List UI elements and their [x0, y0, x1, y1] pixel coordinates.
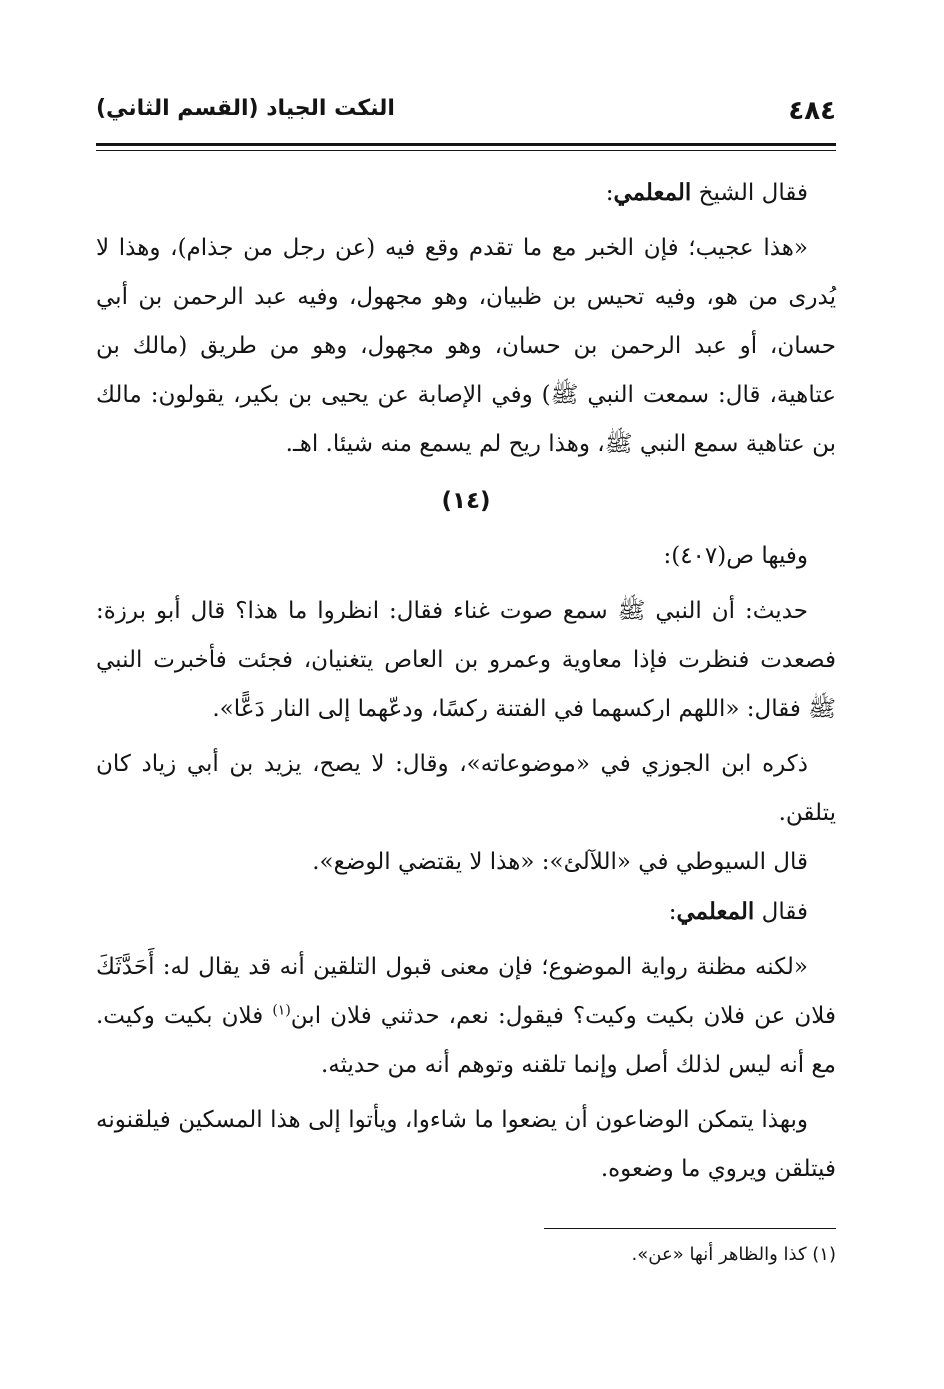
paragraph-3: وفيها ص(٤٠٧):	[663, 543, 808, 569]
paragraph-8-part1: «لكنه مظنة رواية الموضوع؛ فإن معنى قبول التلقين أنه قد يقال له: أَحَدَّثَكَ فلان عن فلان بكيت وكيت؟ فيقول: نعم، حدثني فلان ابن	[96, 954, 837, 1029]
footnote: (١) كذا والظاهر أنها «عن».	[631, 1244, 836, 1265]
footnote-rule	[544, 1228, 836, 1229]
scholar-name-2: المعلمي	[676, 898, 755, 925]
page-body	[96, 168, 836, 1194]
running-title: النكت الجياد (القسم الثاني)	[96, 96, 395, 121]
paragraph-7	[96, 887, 836, 937]
paragraph-2: «هذا عجيب؛ فإن الخبر مع ما تقدم وقع فيه (عن رجل من جذام)، وهذا لا يُدرى من هو، وفيه تحيس بن ظبيان، وهو مجهول، وفيه عبد الرحمن بن أبي حسان، أو عبد الرحمن بن حسان، وهو مجهول، وهو من طريق (مالك بن عتاهية، قال: سمعت النبي ﷺ) وفي الإصابة عن يحيى بن بكير، يقولون: مالك بن عتاهية سمع النبي ﷺ، وهذا ريح لم يسمع منه شيئا. اهـ.	[96, 235, 836, 457]
paragraph-5: ذكره ابن الجوزي في «موضوعاته»، وقال: لا يصح، يزيد بن أبي زياد كان يتلقن.	[96, 751, 836, 826]
paragraph-4: حديث: أن النبي ﷺ سمع صوت غناء فقال: انظروا ما هذا؟ قال أبو برزة: فصعدت فنظرت فإذا معاوية وعمرو بن العاص يتغنيان، فجئت فأخبرت النبي ﷺ فقال: «اللهم اركسهما في الفتنة ركسًا، ودعّهما إلى النار دَعًّا».	[96, 598, 836, 722]
scholar-name: المعلمي	[613, 179, 692, 206]
paragraph-8-part2: فلان بكيت وكيت. مع أنه ليس لذلك أصل وإنما تلقنه وتوهم أنه من حديثه.	[96, 1003, 836, 1078]
paragraph-7-prefix: فقال	[754, 899, 808, 925]
paragraph-1-prefix: فقال الشيخ	[691, 180, 808, 206]
header-rule-thick	[96, 143, 836, 146]
paragraph-9: وبهذا يتمكن الوضاعون أن يضعوا ما شاءوا، ويأتوا إلى هذا المسكين فيلقنونه فيتلقن ويروي ما وضعوه.	[96, 1107, 836, 1182]
paragraph-8	[96, 943, 836, 1090]
paragraph-7-suffix: :	[668, 899, 677, 925]
page-header	[96, 92, 836, 136]
header-rule-thin	[96, 150, 836, 151]
page-number: ٤٨٤	[788, 96, 836, 126]
paragraph-1-suffix: :	[605, 180, 614, 206]
section-number: (١٤)	[441, 488, 491, 514]
paragraph-6: قال السيوطي في «اللآلئ»: «هذا لا يقتضي الوضع».	[312, 849, 808, 875]
footnote-marker[interactable]: (١)	[272, 1002, 291, 1019]
paragraph-1	[96, 168, 836, 218]
